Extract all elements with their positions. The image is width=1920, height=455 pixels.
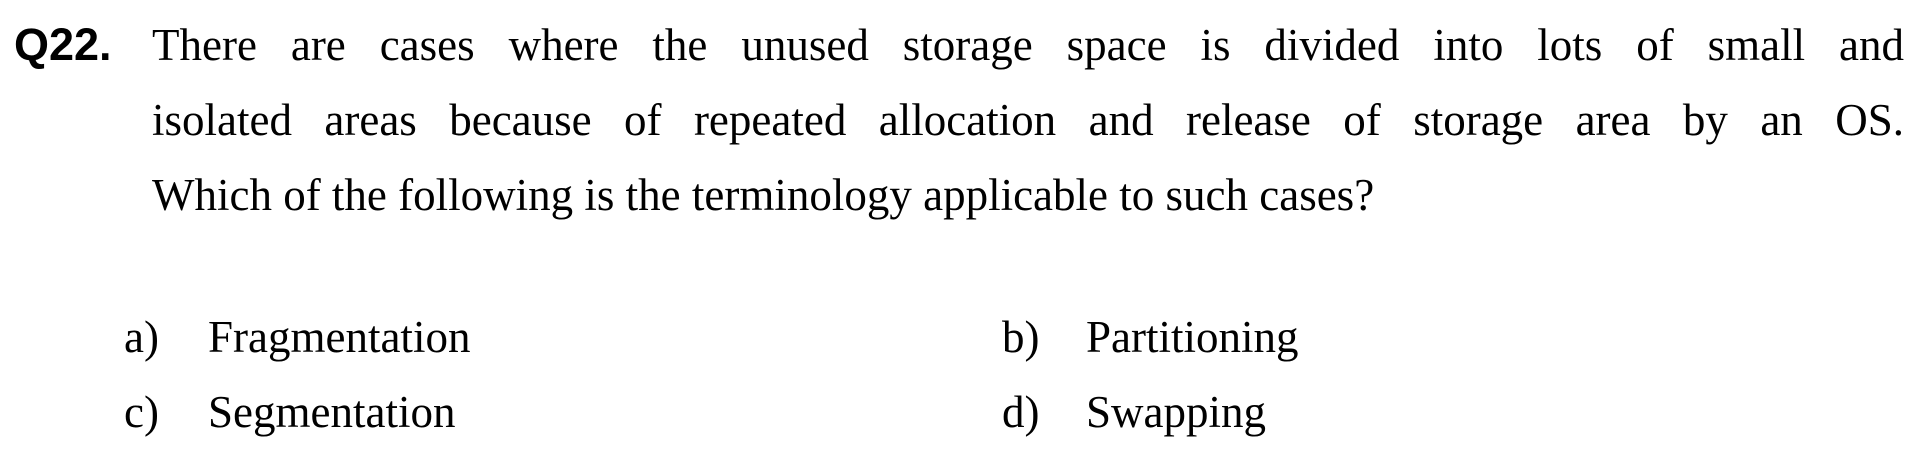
choice-text: Partitioning <box>1086 312 1299 362</box>
question-number: Q22. <box>14 19 112 70</box>
choice-text: Fragmentation <box>208 312 471 362</box>
question-text-line: isolated areas because of repeated allocation and release of storage area by an OS. <box>152 95 1904 145</box>
choice-letter: d) <box>1002 387 1040 437</box>
choice-text: Swapping <box>1086 387 1266 437</box>
question-text-line: Which of the following is the terminology applicable to such cases? <box>152 170 1375 220</box>
choice-letter: b) <box>1002 312 1040 362</box>
choice-letter: a) <box>124 312 159 362</box>
choice-text: Segmentation <box>208 387 456 437</box>
question-text <box>152 8 1904 233</box>
choice-c <box>124 375 455 450</box>
choice-d <box>1002 375 1266 450</box>
question-text-line: There are cases where the unused storage space is divided into lots of small and <box>152 20 1904 70</box>
choice-letter: c) <box>124 387 159 437</box>
choice-b <box>1002 300 1299 375</box>
choice-a <box>124 300 470 375</box>
